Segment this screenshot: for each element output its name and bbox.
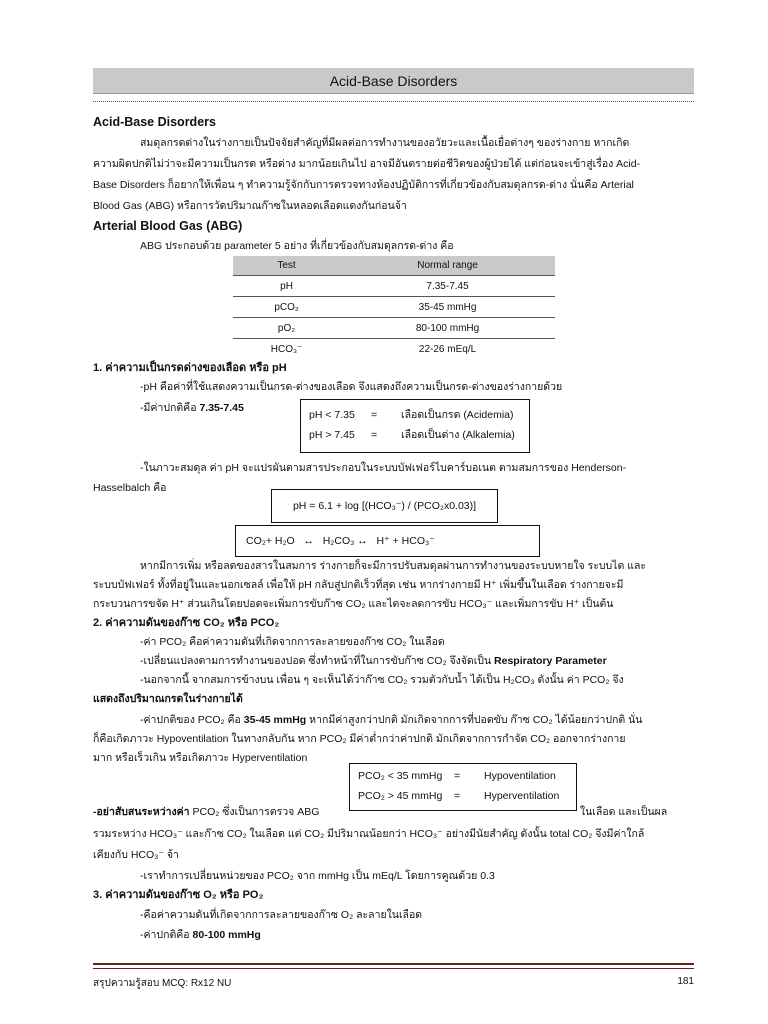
pco2-box-row (358, 766, 576, 786)
table-row (233, 339, 555, 360)
equilibrium-equation: CO₂+ H₂O ↔ H₂CO₃ ↔ H⁺ + HCO₃⁻ (246, 535, 435, 547)
ph-condition: pH < 7.35 (309, 409, 355, 421)
pco2-box-row (358, 786, 576, 806)
table-row (233, 318, 555, 339)
sec2-line-3b: แสดงถึงปริมาณกรดในร่างกายได้ (93, 693, 243, 705)
col-header-range: Normal range (340, 256, 555, 276)
footer-title: สรุปความรู้สอบ MCQ: Rx12 NU (93, 978, 232, 989)
equals-sign: = (371, 429, 378, 441)
sec1-para-2-line-3: กระบวนการขจัด H⁺ ส่วนเกินโดยปอดจะเพิ่มการขับก๊าซ CO₂ และไตจะลดการขับ HCO₃⁻ และเพิ่มการขับ H⁺ เป็นต้น (93, 598, 614, 610)
ph-meaning: เลือดเป็นด่าง (Alkalemia) (401, 429, 515, 441)
respiratory-parameter: Respiratory Parameter (494, 655, 607, 667)
cell-test: pO₂ (233, 318, 340, 339)
sec2-warn-line-2: รวมระหว่าง HCO₃⁻ และก๊าซ CO₂ ในเลือด แต่ CO₂ มีปริมาณน้อยกว่า HCO₃⁻ อย่างมีนัยสำคัญ ดังนั้น total CO₂ จึงมีค่าใกล้ (93, 828, 645, 840)
pco2-box (349, 763, 577, 811)
sec2-line-4-prefix: -ค่าปกติของ PCO₂ คือ (140, 714, 244, 726)
intro-line-1: สมดุลกรดด่างในร่างกายเป็นปัจจัยสำคัญที่มีผลต่อการทำงานของอวัยวะและเนื้อเยื่อต่างๆ ของร่างกาย หากเกิด (140, 137, 630, 149)
ph-meaning: เลือดเป็นกรด (Acidemia) (401, 409, 514, 421)
sec2-line-1: -ค่า PCO₂ คือค่าความดันที่เกิดจากการละลายของก๊าซ CO₂ ในเลือด (140, 636, 445, 648)
page-title-bar (93, 68, 694, 94)
sec1-para-1b: Hasselbalch คือ (93, 482, 167, 494)
sec3-line-2 (140, 927, 744, 943)
sec2-line-2 (140, 653, 744, 669)
sec2-line-3: -นอกจากนี้ จากสมการข้างบน เพื่อน ๆ จะเห็นได้ว่าก๊าซ CO₂ รวมตัวกับน้ำ ได้เป็น H₂CO₃ ดังนั้น ค่า PCO₂ จึง (140, 674, 624, 686)
sec1-heading: 1. ค่าความเป็นกรดด่างของเลือด หรือ pH (93, 362, 287, 374)
pco2-normal-value: 35-45 mmHg (243, 714, 307, 726)
convert-factor: 0.3 (480, 870, 495, 882)
sec2-heading: 2. ค่าความดันของก๊าซ CO₂ หรือ PCO₂ (93, 617, 280, 629)
intro-line-4: Blood Gas (ABG) หรือการวัดปริมาณก๊าซในหลอดเลือดแดงกันก่อนจ้า (93, 200, 407, 212)
convert-prefix: -เราทำการเปลี่ยนหน่วยของ PCO₂ จาก mmHg เป็น mEq/L โดยการคูณด้วย (140, 870, 481, 882)
sec3-line-2-prefix: -ค่าปกติคือ (140, 929, 193, 941)
dotted-divider (93, 101, 694, 102)
pco2-meaning: Hypoventilation (484, 770, 556, 782)
cell-test: HCO₃⁻ (233, 339, 340, 360)
abg-table (233, 256, 555, 359)
footer-rule (93, 963, 694, 965)
sec1-para-1: -ในภาวะสมดุล ค่า pH จะแปรผันตามสารประกอบในระบบบัฟเฟอร์ไบคาร์บอเนต ตามสมการของ Henderson- (140, 462, 627, 474)
table-row (233, 276, 555, 297)
sec1-line-1: -pH คือค่าที่ใช้แสดงความเป็นกรด-ด่างของเลือด จึงแสดงถึงความเป็นกรด-ด่างของร่างกายด้วย (140, 381, 563, 393)
sec1-normal-value: 7.35-7.45 (199, 402, 244, 414)
sec1-para-2-line-2: ระบบบัฟเฟอร์ ทั้งที่อยู่ในและนอกเซลล์ เพื่อให้ pH กลับสู่ปกติเร็วที่สุด เช่น หากร่างกายมี H⁺ เพิ่มขึ้นในเลือด ร่างกายจะมี (93, 579, 624, 591)
sec2-line-5: ก็คือเกิดภาวะ Hypoventilation ในทางกลับกัน หาก PCO₂ มีค่าต่ำกว่าค่าปกติ มักเกิดจากการกำจัด CO₂ ออกจากร่างกาย (93, 733, 626, 745)
equals-sign: = (454, 770, 461, 782)
table-row (233, 297, 555, 318)
sec2-warn-line-1b: ในเลือด และเป็นผล (580, 806, 668, 818)
warn-bold: -อย่าสับสนระหว่างค่า (93, 806, 190, 818)
cell-range: 80-100 mmHg (340, 318, 555, 339)
po2-normal-value: 80-100 mmHg (192, 929, 261, 941)
sec2-warn-line-3: เคียงกับ HCO₃⁻ จ้า (93, 849, 179, 861)
pco2-condition: PCO₂ > 45 mmHg (358, 790, 443, 802)
intro-heading: Acid-Base Disorders (93, 115, 216, 129)
cell-test: pCO₂ (233, 297, 340, 318)
ph-box-row (309, 425, 529, 445)
page-number: 181 (677, 976, 694, 987)
ph-box-row (309, 405, 529, 425)
intro-line-3: Base Disorders ก็อยากให้เพื่อน ๆ ทำความรู้จักกับการตรวจทางห้องปฏิบัติการที่เกี่ยวข้องกับสมดุลกรด-ด่าง นั่นคือ Arterial (93, 179, 634, 191)
henderson-formula-box (271, 489, 498, 523)
sec1-para-2-line-1: หากมีการเพิ่ม หรือลดของสารในสมการ ร่างกายก็จะมีการปรับสมดุลผ่านการทำงานของระบบหายใจ ระบบไต และ (140, 560, 647, 572)
sec2-line-4-rest: หากมีค่าสูงกว่าปกติ มักเกิดจากการที่ปอดขับ ก๊าซ CO₂ ได้น้อยกว่าปกติ นั่น (306, 714, 643, 726)
sec2-convert (140, 868, 744, 884)
ph-box (300, 399, 530, 453)
sec1-line-2-prefix: -มีค่าปกติคือ (140, 402, 200, 414)
cell-test: pH (233, 276, 340, 297)
ph-condition: pH > 7.45 (309, 429, 355, 441)
intro-line-2: ความผิดปกติไม่ว่าจะมีความเป็นกรด หรือด่าง มากน้อยเกินไป อาจมีอันตรายต่อชีวิตของผู้ป่วยได้ แต่ก่อนจะเข้าสู่เรื่อง Acid- (93, 158, 641, 170)
sec2-warn-line-1a (93, 804, 353, 820)
cell-range: 35-45 mmHg (340, 297, 555, 318)
cell-range: 7.35-7.45 (340, 276, 555, 297)
equals-sign: = (371, 409, 378, 421)
page-title: Acid-Base Disorders (329, 72, 458, 89)
warn-text-a: PCO₂ ซึ่งเป็นการตรวจ ABG (189, 806, 320, 818)
table-header-row (233, 256, 555, 276)
sec2-line-4 (140, 712, 697, 728)
abg-intro: ABG ประกอบด้วย parameter 5 อย่าง ที่เกี่ยวข้องกับสมดุลกรด-ด่าง คือ (140, 240, 454, 252)
sec2-line-6: มาก หรือเร็วเกิน หรือเกิดภาวะ Hyperventilation (93, 752, 308, 764)
cell-range: 22-26 mEq/L (340, 339, 555, 360)
henderson-formula: pH = 6.1 + log [(HCO₃⁻) / (PCO₂x0.03)] (292, 500, 477, 512)
equilibrium-box (235, 525, 540, 557)
pco2-meaning: Hyperventilation (484, 790, 560, 802)
col-header-test: Test (233, 256, 340, 276)
sec2-line-2-prefix: -เปลี่ยนแปลงตามการทำงานของปอด ซึ่งทำหน้าที่ในการขับก๊าซ CO₂ จึงจัดเป็น (140, 655, 495, 667)
equals-sign: = (454, 790, 461, 802)
footer-rule (93, 968, 694, 969)
pco2-condition: PCO₂ < 35 mmHg (358, 770, 443, 782)
sec3-heading: 3. ค่าความดันของก๊าซ O₂ หรือ PO₂ (93, 889, 264, 901)
abg-heading: Arterial Blood Gas (ABG) (93, 219, 243, 233)
sec3-line-1: -คือค่าความดันที่เกิดจากการละลายของก๊าซ O₂ ละลายในเลือด (140, 909, 423, 921)
